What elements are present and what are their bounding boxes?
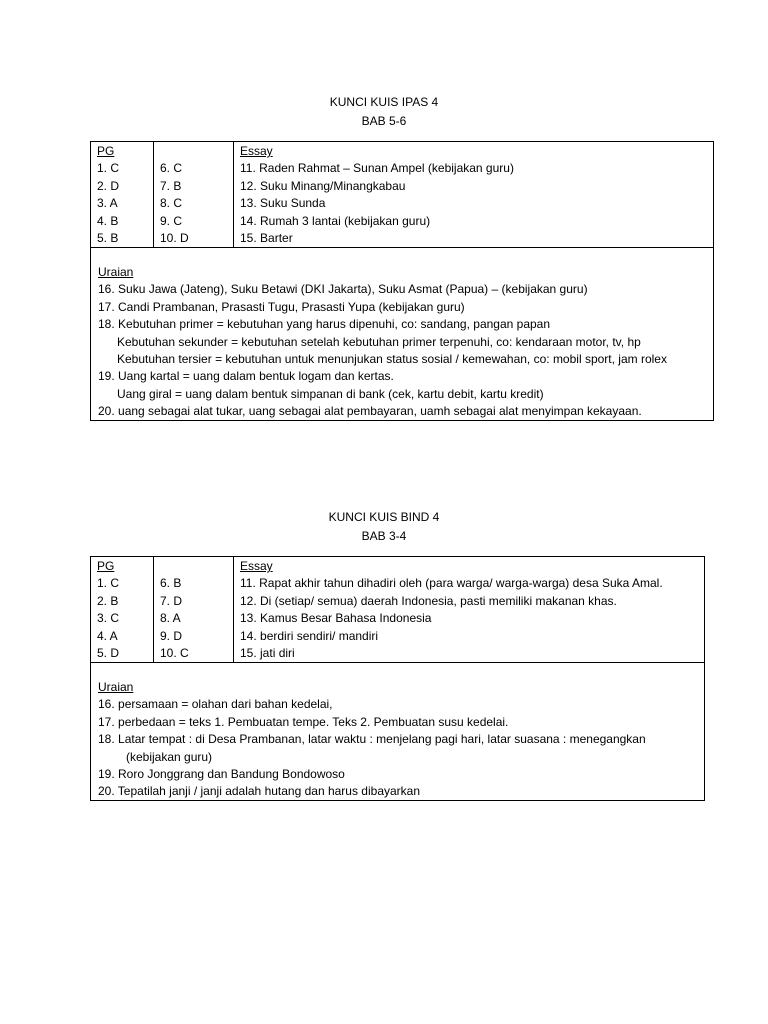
bind-essay-answer: 12. Di (setiap/ semua) daerah Indonesia, pasti memiliki makanan khas. [240, 593, 617, 608]
bind-essay-answer: 15. jati diri [240, 645, 295, 660]
ipas-pg-answer: 5. B [97, 230, 119, 245]
ipas-pg-answer: 7. B [160, 178, 182, 193]
ipas-uraian-item: 20. uang sebagai alat tukar, uang sebagai alat pembayaran, uamh sebagai alat menyimpan kekayaan. [98, 404, 642, 419]
bind-pg-answer: 10. C [160, 645, 189, 660]
bind-uraian-item: 18. Latar tempat : di Desa Prambanan, latar waktu : menjelang pagi hari, latar suasana : menegangkan [98, 732, 646, 747]
ipas-uraian-block [91, 260, 713, 421]
bind-uraian-item: 17. perbedaan = teks 1. Pembuatan tempe. Teks 2. Pembuatan susu kedelai. [98, 714, 509, 729]
bind-pg-answer: 5. D [97, 645, 120, 660]
bind-pg-answer: 3. C [97, 611, 120, 626]
ipas-title: KUNCI KUIS IPAS 4 [329, 95, 439, 109]
ipas-uraian-header: Uraian [98, 265, 134, 279]
ipas-pg-column-right [153, 142, 233, 247]
ipas-essay-header: Essay [240, 144, 273, 158]
ipas-uraian-item: Uang giral = uang dalam bentuk simpanan di bank (cek, kartu debit, kartu kredit) [117, 386, 544, 401]
ipas-pg-column-left [91, 142, 153, 247]
bind-pg-answer: 6. B [160, 576, 182, 591]
ipas-essay-answer: 13. Suku Sunda [240, 196, 326, 211]
bind-pg-header: PG [97, 559, 115, 573]
ipas-pg-header: PG [97, 144, 115, 158]
ipas-uraian-item: Kebutuhan tersier = kebutuhan untuk menunjukan status sosial / kemewahan, co: mobil sport, jam rolex [117, 351, 667, 366]
bind-subtitle: BAB 3-4 [361, 529, 407, 543]
bind-essay-answer: 14. berdiri sendiri/ mandiri [240, 628, 379, 643]
bind-pg-essay-grid [91, 557, 704, 663]
ipas-uraian-item: Kebutuhan sekunder = kebutuhan setelah kebutuhan primer terpenuhi, co: kendaraan motor, tv, hp [117, 334, 641, 349]
ipas-pg-essay-grid [91, 142, 713, 248]
ipas-uraian-item: 18. Kebutuhan primer = kebutuhan yang harus dipenuhi, co: sandang, pangan papan [98, 317, 551, 332]
bind-essay-answer: 13. Kamus Besar Bahasa Indonesia [240, 611, 432, 626]
ipas-essay-answer: 11. Raden Rahmat – Sunan Ampel (kebijakan guru) [240, 161, 514, 176]
bind-uraian-item: 19. Roro Jonggrang dan Bandung Bondowoso [98, 766, 345, 781]
bind-uraian-header: Uraian [98, 680, 134, 694]
ipas-uraian-item: 17. Candi Prambanan, Prasasti Tugu, Prasasti Yupa (kebijakan guru) [98, 299, 465, 314]
ipas-essay-answer: 15. Barter [240, 230, 293, 245]
bind-pg-answer: 1. C [97, 576, 120, 591]
ipas-pg-answer: 8. C [160, 196, 183, 211]
ipas-pg-answer: 9. C [160, 213, 183, 228]
ipas-pg-blank-header [160, 143, 233, 160]
bind-uraian-item: (kebijakan guru) [126, 749, 213, 764]
ipas-essay-answer: 14. Rumah 3 lantai (kebijakan guru) [240, 213, 431, 228]
ipas-essay-column [233, 142, 713, 247]
bind-pg-answer: 4. A [97, 628, 118, 643]
bind-pg-blank-header [160, 558, 233, 575]
ipas-essay-answer: 12. Suku Minang/Minangkabau [240, 178, 406, 193]
bind-essay-column [233, 557, 704, 662]
ipas-pg-answer: 4. B [97, 213, 119, 228]
bind-title: KUNCI KUIS BIND 4 [328, 510, 440, 524]
ipas-subtitle: BAB 5-6 [361, 114, 407, 128]
bind-uraian-block [91, 675, 704, 801]
bind-answer-table [90, 556, 705, 801]
ipas-uraian-item: 16. Suku Jawa (Jateng), Suku Betawi (DKI Jakarta), Suku Asmat (Papua) – (kebijakan guru) [98, 282, 588, 297]
ipas-pg-answer: 6. C [160, 161, 183, 176]
ipas-uraian-item: 19. Uang kartal = uang dalam bentuk logam dan kertas. [98, 369, 394, 384]
ipas-pg-answer: 1. C [97, 161, 120, 176]
bind-pg-column-right [153, 557, 233, 662]
bind-pg-answer: 9. D [160, 628, 183, 643]
bind-essay-answer: 11. Rapat akhir tahun dihadiri oleh (para warga/ warga-warga) desa Suka Amal. [240, 576, 663, 591]
bind-pg-answer: 7. D [160, 593, 183, 608]
bind-essay-header: Essay [240, 559, 273, 573]
ipas-pg-answer: 10. D [160, 230, 189, 245]
bind-pg-column-left [91, 557, 153, 662]
ipas-answer-table [90, 141, 714, 421]
ipas-pg-answer: 2. D [97, 178, 120, 193]
bind-pg-answer: 8. A [160, 611, 181, 626]
bind-uraian-item: 16. persamaan = olahan dari bahan kedelai, [98, 697, 333, 712]
ipas-pg-answer: 3. A [97, 196, 118, 211]
bind-pg-answer: 2. B [97, 593, 119, 608]
bind-uraian-item: 20. Tepatilah janji / janji adalah hutang dan harus dibayarkan [98, 784, 421, 799]
